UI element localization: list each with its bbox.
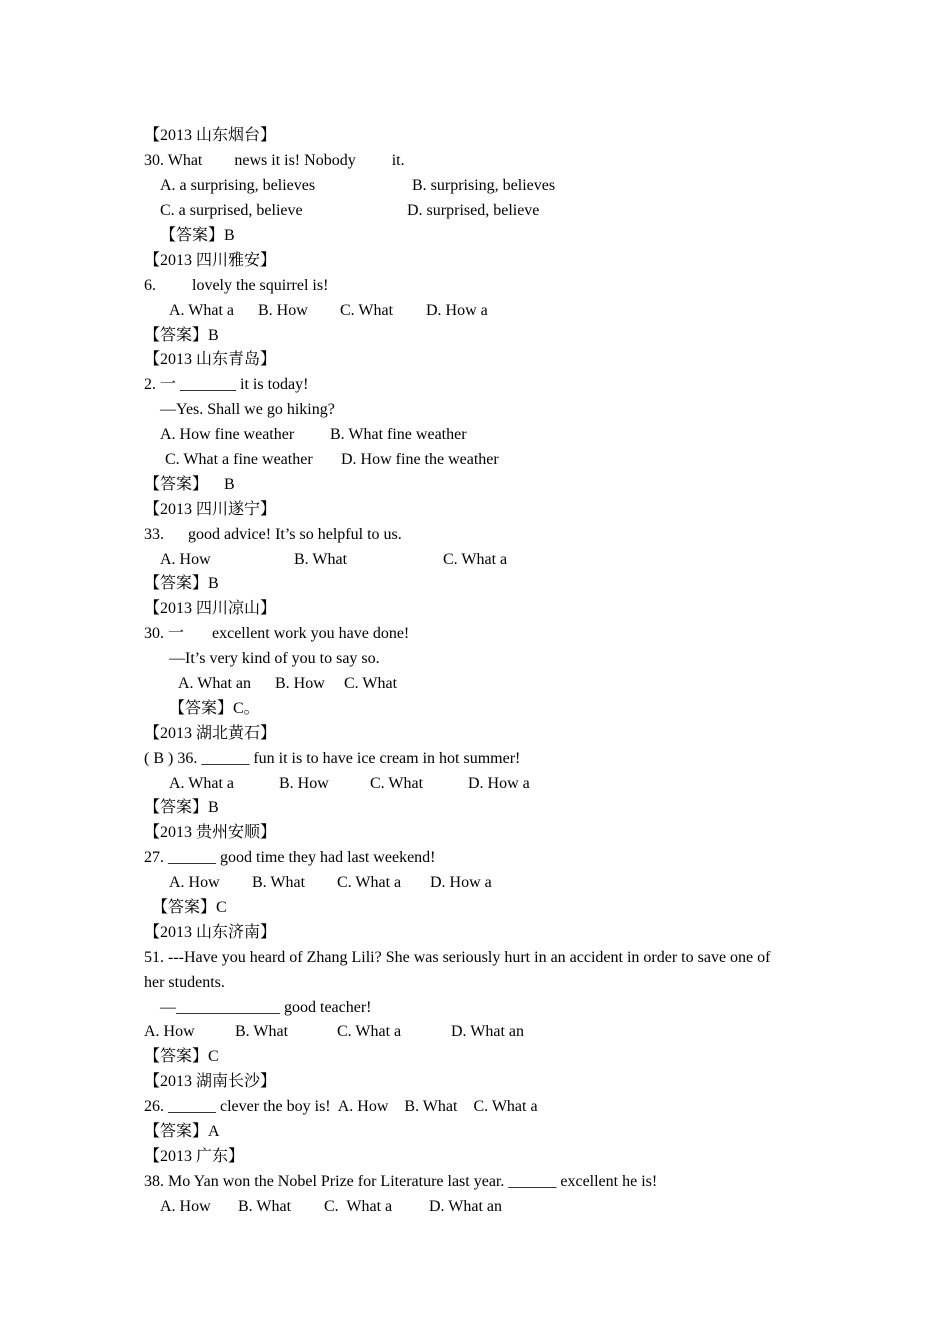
option: D. How a <box>468 775 530 792</box>
question-stem: 6. lovely the squirrel is! <box>144 277 329 294</box>
source-heading: 【2013 贵州安顺】 <box>144 824 277 841</box>
option: B. surprising, believes <box>412 177 556 194</box>
question-stem: 38. Mo Yan won the Nobel Prize for Literature last year. ______ excellent he is! <box>144 1173 658 1190</box>
answer: 【答案】 B <box>144 476 235 493</box>
option: A. What a <box>169 775 235 792</box>
option: A. How <box>144 1023 195 1040</box>
option: C. What <box>340 302 394 319</box>
answer: 【答案】C <box>144 1048 219 1065</box>
option: A. What an <box>178 675 252 692</box>
source-heading: 【2013 四川遂宁】 <box>144 501 277 518</box>
answer: 【答案】B <box>144 575 219 592</box>
option: A. How <box>169 874 220 891</box>
answer: 【答案】B <box>160 227 235 244</box>
source-heading: 【2013 湖南长沙】 <box>144 1073 277 1090</box>
option: B. What <box>238 1198 292 1215</box>
option: A. How fine weather <box>160 426 295 443</box>
question-stem: ( B ) 36. ______ fun it is to have ice cream in hot summer! <box>144 750 521 767</box>
source-heading: 【2013 山东青岛】 <box>144 351 277 368</box>
option: A. a surprising, believes <box>160 177 316 194</box>
question-stem: 27. ______ good time they had last weekend! <box>144 849 436 866</box>
option: B. What <box>294 551 348 568</box>
question-stem: 2. 一 _______ it is today! <box>144 376 309 393</box>
option: B. What <box>235 1023 289 1040</box>
source-heading: 【2013 四川雅安】 <box>144 252 277 269</box>
option: B. What fine weather <box>330 426 467 443</box>
source-heading: 【2013 山东烟台】 <box>144 127 277 144</box>
answer: 【答案】B <box>144 799 219 816</box>
option: C. What a fine weather <box>165 451 313 468</box>
option: B. How <box>275 675 325 692</box>
answer: 【答案】C <box>152 899 227 916</box>
question-stem: 30. What news it is! Nobody it. <box>144 152 405 169</box>
question-stem: 33. good advice! It’s so helpful to us. <box>144 526 402 543</box>
option: A. What a <box>169 302 235 319</box>
answer: 【答案】B <box>144 327 219 344</box>
option: B. What <box>252 874 306 891</box>
option: B. How <box>279 775 329 792</box>
option: C. What a <box>443 551 508 568</box>
option: B. How <box>258 302 308 319</box>
option: C. What <box>370 775 424 792</box>
option: A. How <box>160 1198 211 1215</box>
option: D. How a <box>426 302 488 319</box>
option: D. What an <box>451 1023 525 1040</box>
option: D. How fine the weather <box>341 451 499 468</box>
source-heading: 【2013 广东】 <box>144 1148 245 1165</box>
question-stem: 51. ---Have you heard of Zhang Lili? She was seriously hurt in an accident in order to save one of <box>144 949 771 966</box>
answer: 【答案】A <box>144 1123 220 1140</box>
answer: 【答案】C。 <box>169 700 260 717</box>
option: C. What a <box>324 1198 393 1215</box>
source-heading: 【2013 山东济南】 <box>144 924 277 941</box>
option: C. What <box>344 675 398 692</box>
source-heading: 【2013 湖北黄石】 <box>144 725 277 742</box>
option: D. How a <box>430 874 492 891</box>
option: C. What a <box>337 1023 402 1040</box>
question-stem: 30. 一 excellent work you have done! <box>144 625 410 642</box>
question-stem-continued: her students. <box>144 974 225 991</box>
option: D. What an <box>429 1198 503 1215</box>
dialogue-reply: —It’s very kind of you to say so. <box>169 650 380 667</box>
dialogue-reply: —Yes. Shall we go hiking? <box>160 401 335 418</box>
dialogue-reply: —_____________ good teacher! <box>160 999 372 1016</box>
option: D. surprised, believe <box>407 202 540 219</box>
option: C. What a <box>337 874 402 891</box>
question-stem: 26. ______ clever the boy is! A. How B. What C. What a <box>144 1098 538 1115</box>
option: A. How <box>160 551 211 568</box>
option: C. a surprised, believe <box>160 202 303 219</box>
source-heading: 【2013 四川凉山】 <box>144 600 277 617</box>
